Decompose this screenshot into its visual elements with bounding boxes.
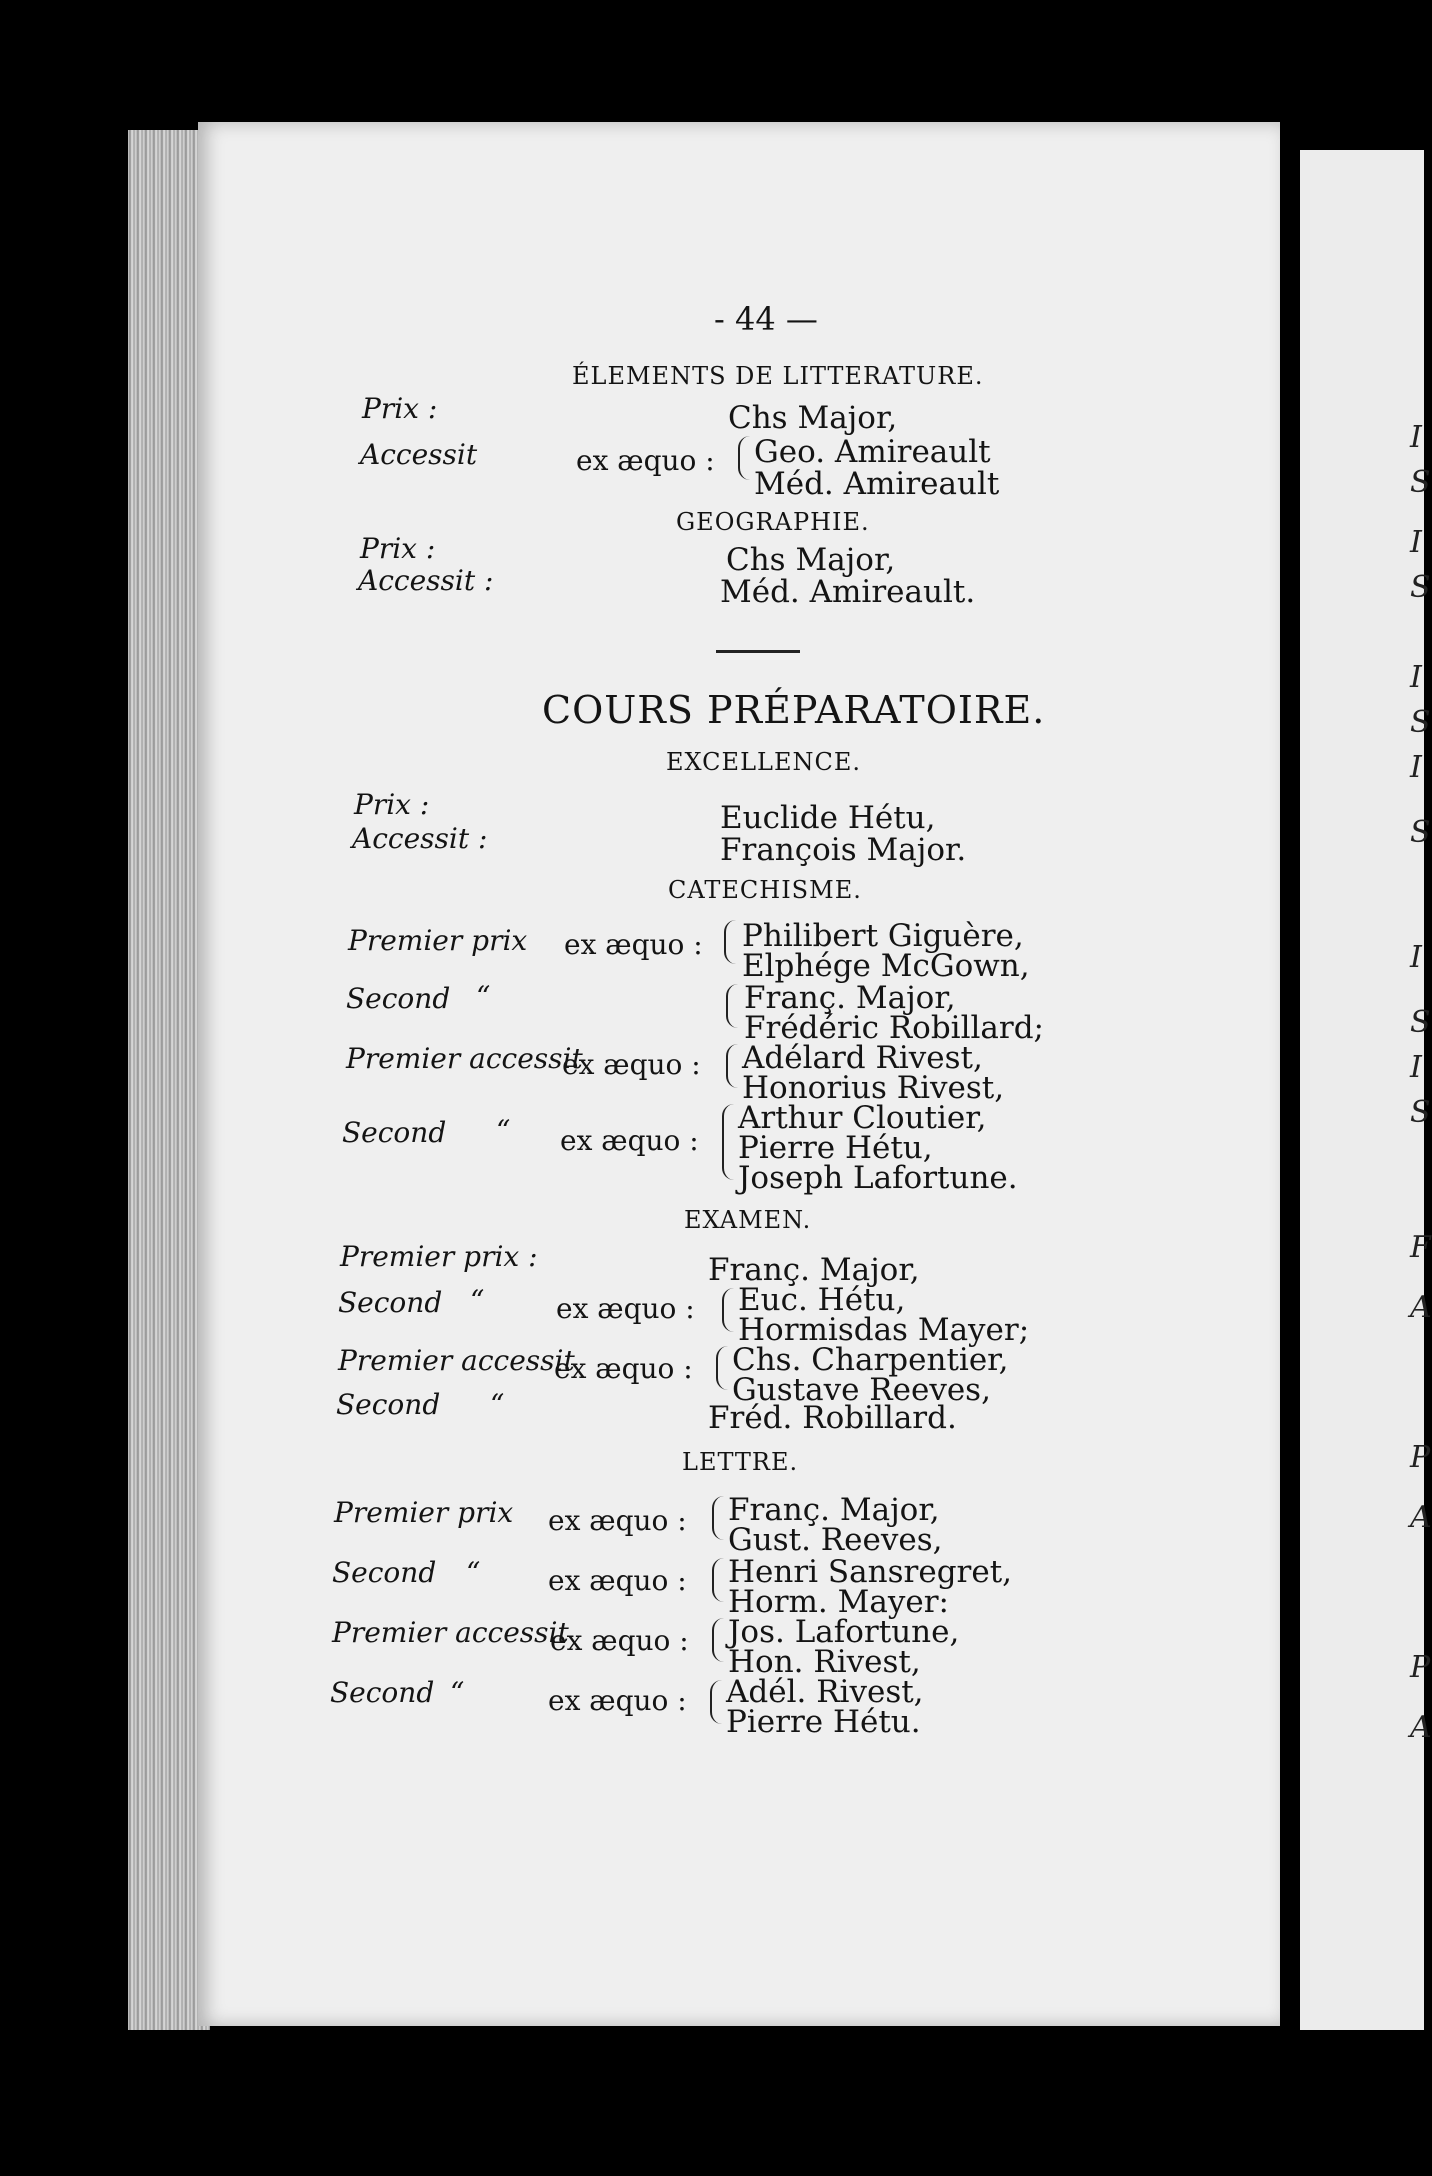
section-heading-elements-litterature: ÉLEMENTS DE LITTERATURE. xyxy=(572,362,984,390)
ditto-mark: “ xyxy=(450,1676,465,1709)
awardee-name: Franç. Major, xyxy=(708,1252,920,1288)
brace xyxy=(712,1558,726,1580)
facing-page-fragment: I xyxy=(1410,940,1422,975)
facing-page-fragment: S xyxy=(1410,570,1431,605)
accessit-name: Geo. Amireault xyxy=(754,434,991,470)
facing-page-fragment: A xyxy=(1410,1290,1432,1325)
award-label: Second xyxy=(336,1388,441,1421)
section-heading-catechisme: CATECHISME. xyxy=(668,876,862,904)
section-divider xyxy=(716,650,800,653)
facing-page-fragment: P xyxy=(1410,1440,1431,1475)
page-number: - 44 — xyxy=(714,300,818,338)
award-label: Second xyxy=(342,1116,447,1149)
accessit-label: Accessit : xyxy=(358,564,494,597)
facing-page-fragment: S xyxy=(1410,705,1431,740)
accessit-name: Méd. Amireault. xyxy=(720,574,976,610)
awardee-name: Franç. Major, xyxy=(744,980,956,1016)
awardee-name: Philibert Giguère, xyxy=(742,918,1024,954)
ex-aequo-label: ex æquo : xyxy=(548,1684,687,1717)
awardee-name: Fréd. Robillard. xyxy=(708,1400,957,1436)
brace xyxy=(710,1680,724,1702)
ex-aequo-label: ex æquo : xyxy=(550,1624,689,1657)
facing-page-fragment: I xyxy=(1410,660,1422,695)
brace xyxy=(726,984,740,1006)
section-heading-geographie: GEOGRAPHIE. xyxy=(676,508,870,536)
award-label: Premier accessit xyxy=(338,1344,575,1377)
section-heading-lettre: LETTRE. xyxy=(682,1448,799,1476)
ex-aequo-label: ex æquo : xyxy=(576,444,715,477)
ex-aequo-label: ex æquo : xyxy=(560,1124,699,1157)
awardee-name: Hormisdas Mayer; xyxy=(738,1312,1030,1348)
prix-name: Euclide Hétu, xyxy=(720,800,936,836)
ditto-mark: “ xyxy=(470,1284,485,1317)
ex-aequo-label: ex æquo : xyxy=(548,1504,687,1537)
accessit-name: François Major. xyxy=(720,832,967,868)
awardee-name: Henri Sansregret, xyxy=(728,1554,1013,1590)
facing-page-fragment: S xyxy=(1410,1005,1431,1040)
brace xyxy=(722,1104,736,1142)
award-label: Premier prix xyxy=(334,1496,514,1529)
ex-aequo-label: ex æquo : xyxy=(562,1048,701,1081)
facing-page-fragment: I xyxy=(1410,525,1422,560)
brace xyxy=(722,1142,736,1180)
awardee-name: Frédéric Robillard; xyxy=(744,1010,1044,1046)
brace xyxy=(722,1288,736,1310)
awardee-name: Honorius Rivest, xyxy=(742,1070,1005,1106)
brace xyxy=(738,436,752,458)
prix-name: Chs Major, xyxy=(726,542,896,578)
section-heading-excellence: EXCELLENCE. xyxy=(666,748,861,776)
ex-aequo-label: ex æquo : xyxy=(554,1352,693,1385)
accessit-label: Accessit : xyxy=(352,822,488,855)
awardee-name: Horm. Mayer: xyxy=(728,1584,949,1620)
facing-page-fragment: I xyxy=(1410,1050,1422,1085)
award-label: Premier prix : xyxy=(340,1240,538,1273)
awardee-name: Adél. Rivest, xyxy=(726,1674,924,1710)
awardee-name: Chs. Charpentier, xyxy=(732,1342,1009,1378)
accessit-label: Accessit xyxy=(360,438,478,471)
facing-page-fragment: S xyxy=(1410,1095,1431,1130)
ditto-mark: “ xyxy=(476,980,491,1013)
award-label: Premier prix xyxy=(348,924,528,957)
facing-page-fragment: A xyxy=(1410,1500,1432,1535)
page-title: COURS PRÉPARATOIRE. xyxy=(542,688,1046,732)
award-label: Premier accessit xyxy=(332,1616,569,1649)
awardee-name: Euc. Hétu, xyxy=(738,1282,906,1318)
awardee-name: Adélard Rivest, xyxy=(742,1040,983,1076)
brace xyxy=(712,1618,726,1640)
awardee-name: Gustave Reeves, xyxy=(732,1372,991,1408)
award-label: Second xyxy=(346,982,451,1015)
ditto-mark: “ xyxy=(496,1114,511,1147)
award-label: Second xyxy=(338,1286,443,1319)
facing-page-fragment: P xyxy=(1410,1650,1431,1685)
prix-label: Prix : xyxy=(354,788,430,821)
awardee-name: Pierre Hétu, xyxy=(738,1130,933,1166)
facing-page-fragment: F xyxy=(1410,1230,1431,1265)
facing-page-fragment: S xyxy=(1410,815,1431,850)
facing-page-fragment: A xyxy=(1410,1710,1432,1745)
ditto-mark: “ xyxy=(466,1556,481,1589)
awardee-name: Pierre Hétu. xyxy=(726,1704,921,1740)
award-label: Second xyxy=(332,1556,437,1589)
awardee-name: Franç. Major, xyxy=(728,1492,940,1528)
section-heading-examen: EXAMEN. xyxy=(684,1206,812,1234)
prix-label: Prix : xyxy=(360,532,436,565)
facing-page xyxy=(1300,150,1432,2030)
awardee-name: Hon. Rivest, xyxy=(728,1644,921,1680)
ex-aequo-label: ex æquo : xyxy=(548,1564,687,1597)
brace xyxy=(716,1346,730,1368)
prix-label: Prix : xyxy=(362,392,438,425)
ex-aequo-label: ex æquo : xyxy=(564,928,703,961)
awardee-name: Elphége McGown, xyxy=(742,948,1030,984)
awardee-name: Gust. Reeves, xyxy=(728,1522,943,1558)
facing-page-fragment: I xyxy=(1410,750,1422,785)
awardee-name: Joseph Lafortune. xyxy=(738,1160,1018,1196)
prix-name: Chs Major, xyxy=(728,400,898,436)
ditto-mark: “ xyxy=(490,1388,505,1421)
facing-page-fragment: S xyxy=(1410,465,1431,500)
award-label: Premier accessit xyxy=(346,1042,583,1075)
ex-aequo-label: ex æquo : xyxy=(556,1292,695,1325)
awardee-name: Arthur Cloutier, xyxy=(738,1100,987,1136)
brace xyxy=(724,920,738,942)
accessit-name: Méd. Amireault xyxy=(754,466,1000,502)
award-label: Second xyxy=(330,1676,435,1709)
facing-page-fragment: I xyxy=(1410,420,1422,455)
brace xyxy=(712,1496,726,1518)
awardee-name: Jos. Lafortune, xyxy=(728,1614,960,1650)
brace xyxy=(726,1044,740,1066)
